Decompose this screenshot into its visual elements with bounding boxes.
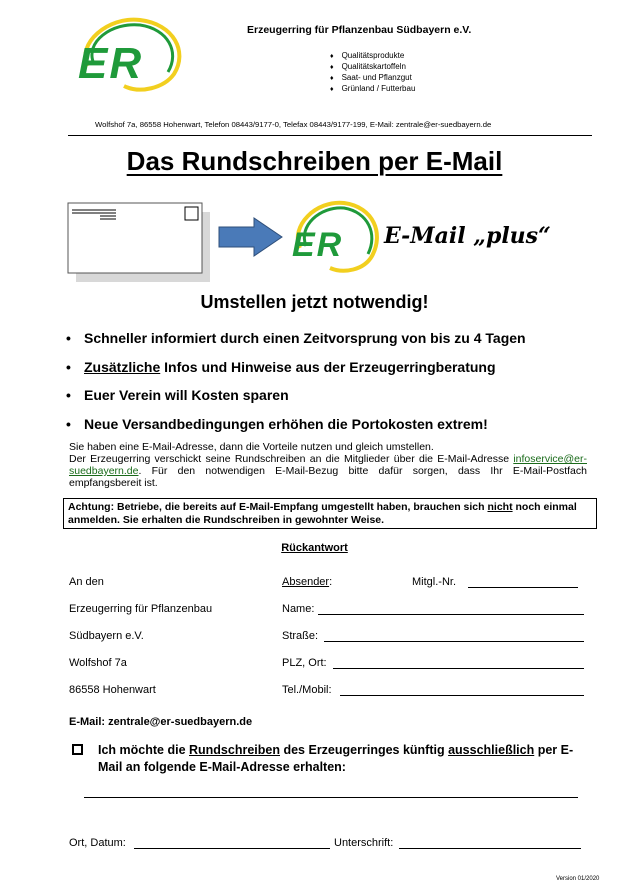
- warning-text: noch einmal anmelden. Sie erhalten die Rundschreiben in gewohnter Weise.: [68, 501, 577, 526]
- page-title-text: Das Rundschreiben per E-Mail: [126, 146, 503, 176]
- place-date-label: Ort, Datum:: [69, 837, 126, 849]
- sender-label: [282, 576, 332, 588]
- benefit-emphasis: Zusätzliche: [84, 358, 161, 375]
- recipient-line: Erzeugerring für Pflanzenbau: [69, 603, 213, 615]
- email-address-field[interactable]: [84, 797, 578, 798]
- email-optin-checkbox[interactable]: [72, 744, 83, 755]
- info-text: Der Erzeugerring verschickt seine Rundschreiben an die Mitglieder über die E-Mail-Adresse: [69, 453, 510, 465]
- info-line: Sie haben eine E-Mail-Adresse, dann die Vorteile nutzen und gleich umstellen.: [69, 441, 434, 453]
- place-date-field[interactable]: [134, 848, 330, 849]
- product-item: ♦ Grünland / Futterbau: [330, 84, 415, 95]
- name-field[interactable]: [318, 614, 584, 615]
- infoservice-email-link[interactable]: infoservice@er-suedbayern.de: [69, 453, 587, 477]
- contact-email: E-Mail: zentrale@er-suedbayern.de: [69, 716, 253, 728]
- optin-emphasis: ausschließlich: [448, 743, 535, 757]
- member-number-label: Mitgl.-Nr.: [412, 576, 456, 588]
- product-item: ♦ Qualitätsprodukte: [330, 51, 415, 62]
- envelope-icon: [66, 200, 216, 286]
- email-plus-label: E-Mail „plus“: [384, 223, 551, 249]
- city-label: PLZ, Ort:: [282, 657, 327, 669]
- optin-text: per E-Mail an folgende E-Mail-Adresse erhalten:: [98, 743, 574, 774]
- warning-emphasis: nicht: [487, 501, 513, 513]
- er-logo: [70, 14, 190, 94]
- benefit-text: Neue Versandbedingungen erhöhen die Portokosten extrem!: [84, 415, 488, 432]
- optin-emphasis: Rundschreiben: [189, 743, 280, 757]
- info-line: [69, 453, 587, 489]
- header-divider: [68, 135, 592, 136]
- product-item: ♦ Saat- und Pflanzgut: [330, 73, 415, 84]
- recipient-line: An den: [69, 576, 104, 588]
- er-logo-text: ER: [78, 39, 144, 88]
- reply-title: Rückantwort: [281, 542, 348, 554]
- recipient-line: Südbayern e.V.: [69, 630, 144, 642]
- version-label: Version 01/2020: [556, 876, 600, 882]
- warning-text: Achtung: Betriebe, die bereits auf E-Mail-Empfang umgestellt haben, brauchen sich: [68, 501, 488, 513]
- er-logo-banner-text: ER: [292, 226, 344, 264]
- er-logo-banner: [286, 198, 386, 276]
- product-item: ♦ Qualitätskartoffeln: [330, 62, 415, 73]
- benefit-text: Infos und Hinweise aus der Erzeugerringberatung: [160, 358, 496, 375]
- optin-text: Ich möchte die: [98, 743, 189, 757]
- sender-label-colon: :: [329, 576, 333, 588]
- phone-label: Tel./Mobil:: [282, 684, 332, 696]
- name-label: Name:: [282, 603, 315, 615]
- product-list: [330, 51, 415, 95]
- signature-label: Unterschrift:: [334, 837, 394, 849]
- benefit-text: Schneller informiert durch einen Zeitvorsprung von bis zu 4 Tagen: [84, 330, 526, 346]
- recipient-line: Wolfshof 7a: [69, 657, 127, 669]
- page-title: [0, 146, 629, 177]
- sender-label-text: Absender: [282, 576, 330, 588]
- benefit-item: [66, 416, 526, 445]
- benefit-item: [66, 387, 526, 416]
- address-line: Wolfshof 7a, 86558 Hohenwart, Telefon 08443/9177-0, Telefax 08443/9177-199, E-Mail: zentrale@er-suedbayern.de: [95, 120, 492, 129]
- organization-name: Erzeugerring für Pflanzenbau Südbayern e.V.: [247, 24, 472, 36]
- street-label: Straße:: [282, 630, 319, 642]
- benefit-text: Euer Verein will Kosten sparen: [84, 387, 289, 403]
- optin-text: des Erzeugerringes künftig: [280, 743, 449, 757]
- subtitle: Umstellen jetzt notwendig!: [200, 292, 429, 312]
- street-field[interactable]: [324, 641, 584, 642]
- info-paragraph: [69, 441, 587, 489]
- city-field[interactable]: [333, 668, 584, 669]
- email-optin-text: [98, 742, 586, 776]
- arrow-right-icon: [218, 217, 284, 257]
- signature-field[interactable]: [399, 848, 581, 849]
- member-number-field[interactable]: [468, 587, 578, 588]
- phone-field[interactable]: [340, 695, 584, 696]
- info-text: . Für den notwendigen E-Mail-Bezug bitte dafür sorgen, dass Ihr E-Mail-Postfach empfangsbereit ist.: [69, 465, 587, 489]
- warning-box: [63, 498, 597, 529]
- recipient-line: 86558 Hohenwart: [69, 684, 156, 696]
- benefit-item: [66, 330, 526, 359]
- benefit-item: [66, 359, 526, 388]
- benefit-list: [66, 330, 526, 444]
